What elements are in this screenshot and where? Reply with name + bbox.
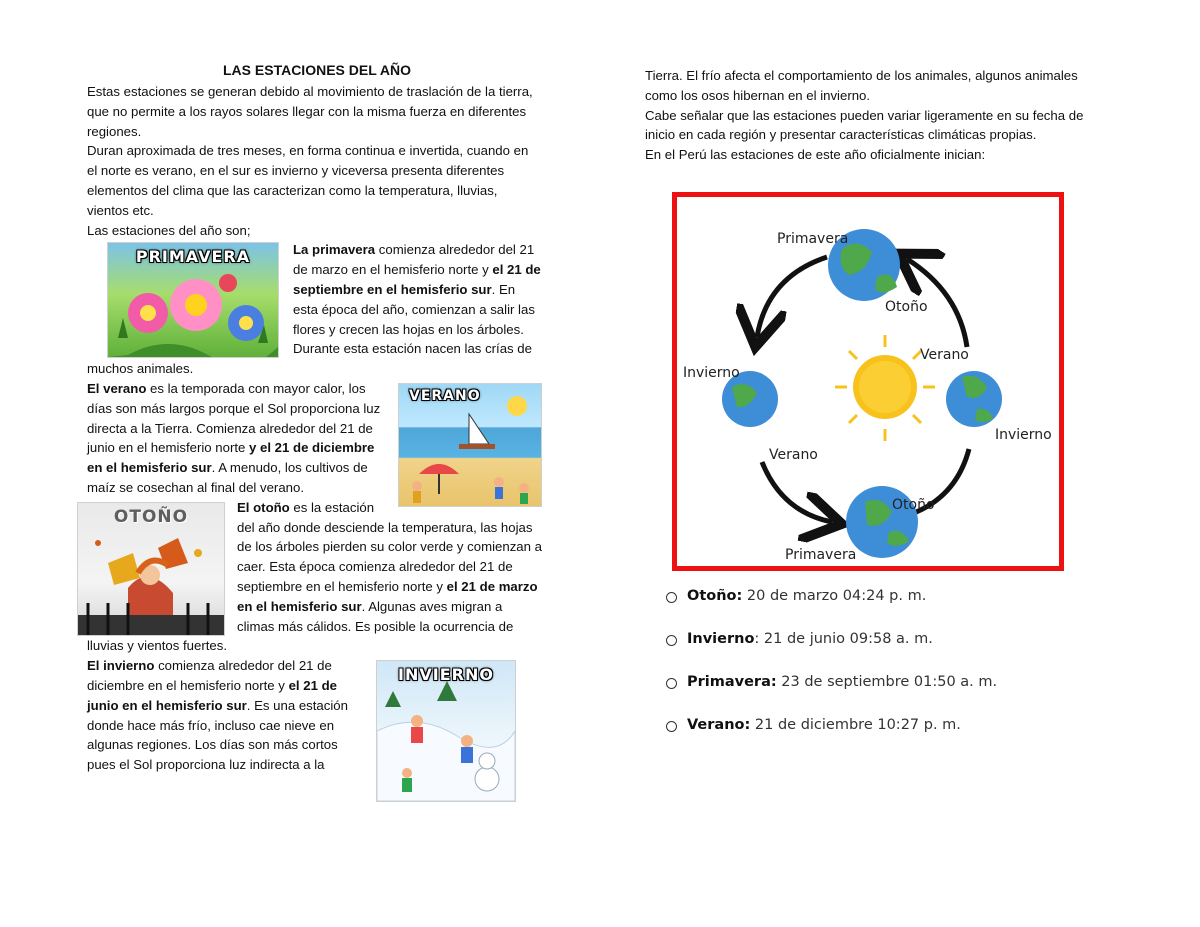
verano-text-2: . A menudo, los cultivos de maíz se cosechan al final del verano. (87, 460, 368, 495)
orbit-arrow-bottom-left (762, 462, 832, 522)
verano-bold-1: y el 21 de diciembre en el hemisferio sur (87, 440, 375, 476)
bullet-icon (666, 635, 677, 646)
otono-image-label: OTOÑO (113, 506, 189, 527)
page-title: LAS ESTACIONES DEL AÑO (223, 62, 411, 78)
invierno-text-2: . Es una estación donde hace más frío, incluso cae nieve en algunas regiones. Los días son más cortos pues el Sol proporciona luz indirecta a la (87, 697, 348, 773)
list-item (666, 588, 1066, 631)
invierno-name: El invierno (87, 658, 155, 674)
intro-paragraph-1: Estas estaciones se generan debido al movimiento de traslación de la tierra, que no permite a los rayos solares llegar con la misma fuerza en diferentes regiones. (87, 84, 533, 139)
right-paragraph-2: Cabe señalar que las estaciones pueden variar ligeramente en su fecha de inicio en cada región y presentar características climáticas propias. (645, 107, 1084, 143)
earth-right-icon (946, 371, 1002, 427)
season-date: : 21 de junio 09:58 a. m. (754, 631, 933, 647)
primavera-image (107, 242, 279, 358)
otono-text-2: . Algunas aves migran a climas más cálidos. Es posible la ocurrencia de lluvias y vientos fuertes. (87, 598, 514, 654)
intro-paragraph-3: Las estaciones del año son; (87, 222, 251, 238)
bullet-icon (666, 721, 677, 732)
label-bottom-south: Primavera (785, 547, 857, 563)
season-date: 20 de marzo 04:24 p. m. (742, 588, 927, 604)
verano-name: El verano (87, 380, 147, 396)
peru-season-dates (666, 588, 1066, 760)
verano-text-1: es la temporada con mayor calor, los días son más largos porque el Sol proporciona luz directa a la Tierra. Comienza alrededor del 21 de junio en el hemisferio norte (87, 380, 381, 456)
primavera-text-1: comienza alrededor del 21 de marzo en el hemisferio norte y (293, 242, 535, 278)
primavera-text-2: . En esta época del año, comienzan a salir las flores y crecen las hojas en los árboles. Durante esta estación nacen las crías de muchos animales. (87, 281, 535, 377)
primavera-bold-1: el 21 de septiembre en el hemisferio sur (293, 262, 541, 297)
invierno-image (376, 660, 516, 802)
orbit-svg (677, 197, 1059, 566)
label-top-south: Otoño (885, 299, 928, 315)
label-top-north: Primavera (777, 231, 849, 247)
season-name: Primavera: (687, 674, 777, 690)
seasons-orbit-diagram (672, 192, 1064, 571)
label-bottom-north: Otoño (892, 497, 935, 513)
right-paragraph-1: Tierra. El frío afecta el comportamiento de los animales, algunos animales como los osos hibernan en el invierno. (645, 68, 1078, 103)
right-paragraph-3: En el Perú las estaciones de este año oficialmente inician: (645, 147, 986, 163)
intro-paragraph-2: Duran aproximada de tres meses, en forma continua e invertida, cuando en el norte es verano, en el sur es invierno y viceversa presenta diferentes elementos del clima que las caracterizan como la temperatura, lluvias, vientos etc. (87, 143, 529, 218)
season-name: Verano: (687, 717, 751, 733)
list-item (666, 631, 1066, 674)
invierno-text-1: comienza alrededor del 21 de diciembre en el hemisferio norte y (87, 658, 332, 693)
season-date: 21 de diciembre 10:27 p. m. (750, 717, 961, 733)
season-name: Otoño: (687, 588, 743, 604)
otono-image (77, 502, 225, 636)
bullet-icon (666, 592, 677, 603)
primavera-image-label: PRIMAVERA (135, 247, 251, 267)
season-name: Invierno (687, 631, 755, 647)
verano-image-label: VERANO (409, 387, 481, 404)
list-item (666, 674, 1066, 717)
label-right-north: Verano (920, 347, 969, 363)
label-left-south: Verano (769, 447, 818, 463)
right-column (645, 66, 1105, 165)
label-right-south: Invierno (995, 427, 1052, 443)
otono-text-1: es la estación del año donde desciende la temperatura, las hojas de los árboles pierden su color verde y comienzan a caer. Esta época comienza alrededor del 21 de septiembre en el hemisferio norte y (237, 499, 542, 594)
left-column (87, 62, 542, 802)
invierno-bold-1: el 21 de junio en el hemisferio sur (87, 677, 337, 713)
season-date: 23 de septiembre 01:50 a. m. (776, 674, 998, 690)
label-left-north: Invierno (683, 365, 740, 381)
invierno-image-label: INVIERNO (398, 665, 494, 685)
verano-image (398, 383, 542, 507)
list-item (666, 717, 1066, 760)
otono-name: El otoño (237, 499, 290, 515)
primavera-name: La primavera (293, 242, 376, 258)
bullet-icon (666, 678, 677, 689)
orbit-arrow-top-left (757, 257, 827, 337)
otono-bold-1: el 21 de marzo en el hemisferio sur (237, 578, 538, 614)
